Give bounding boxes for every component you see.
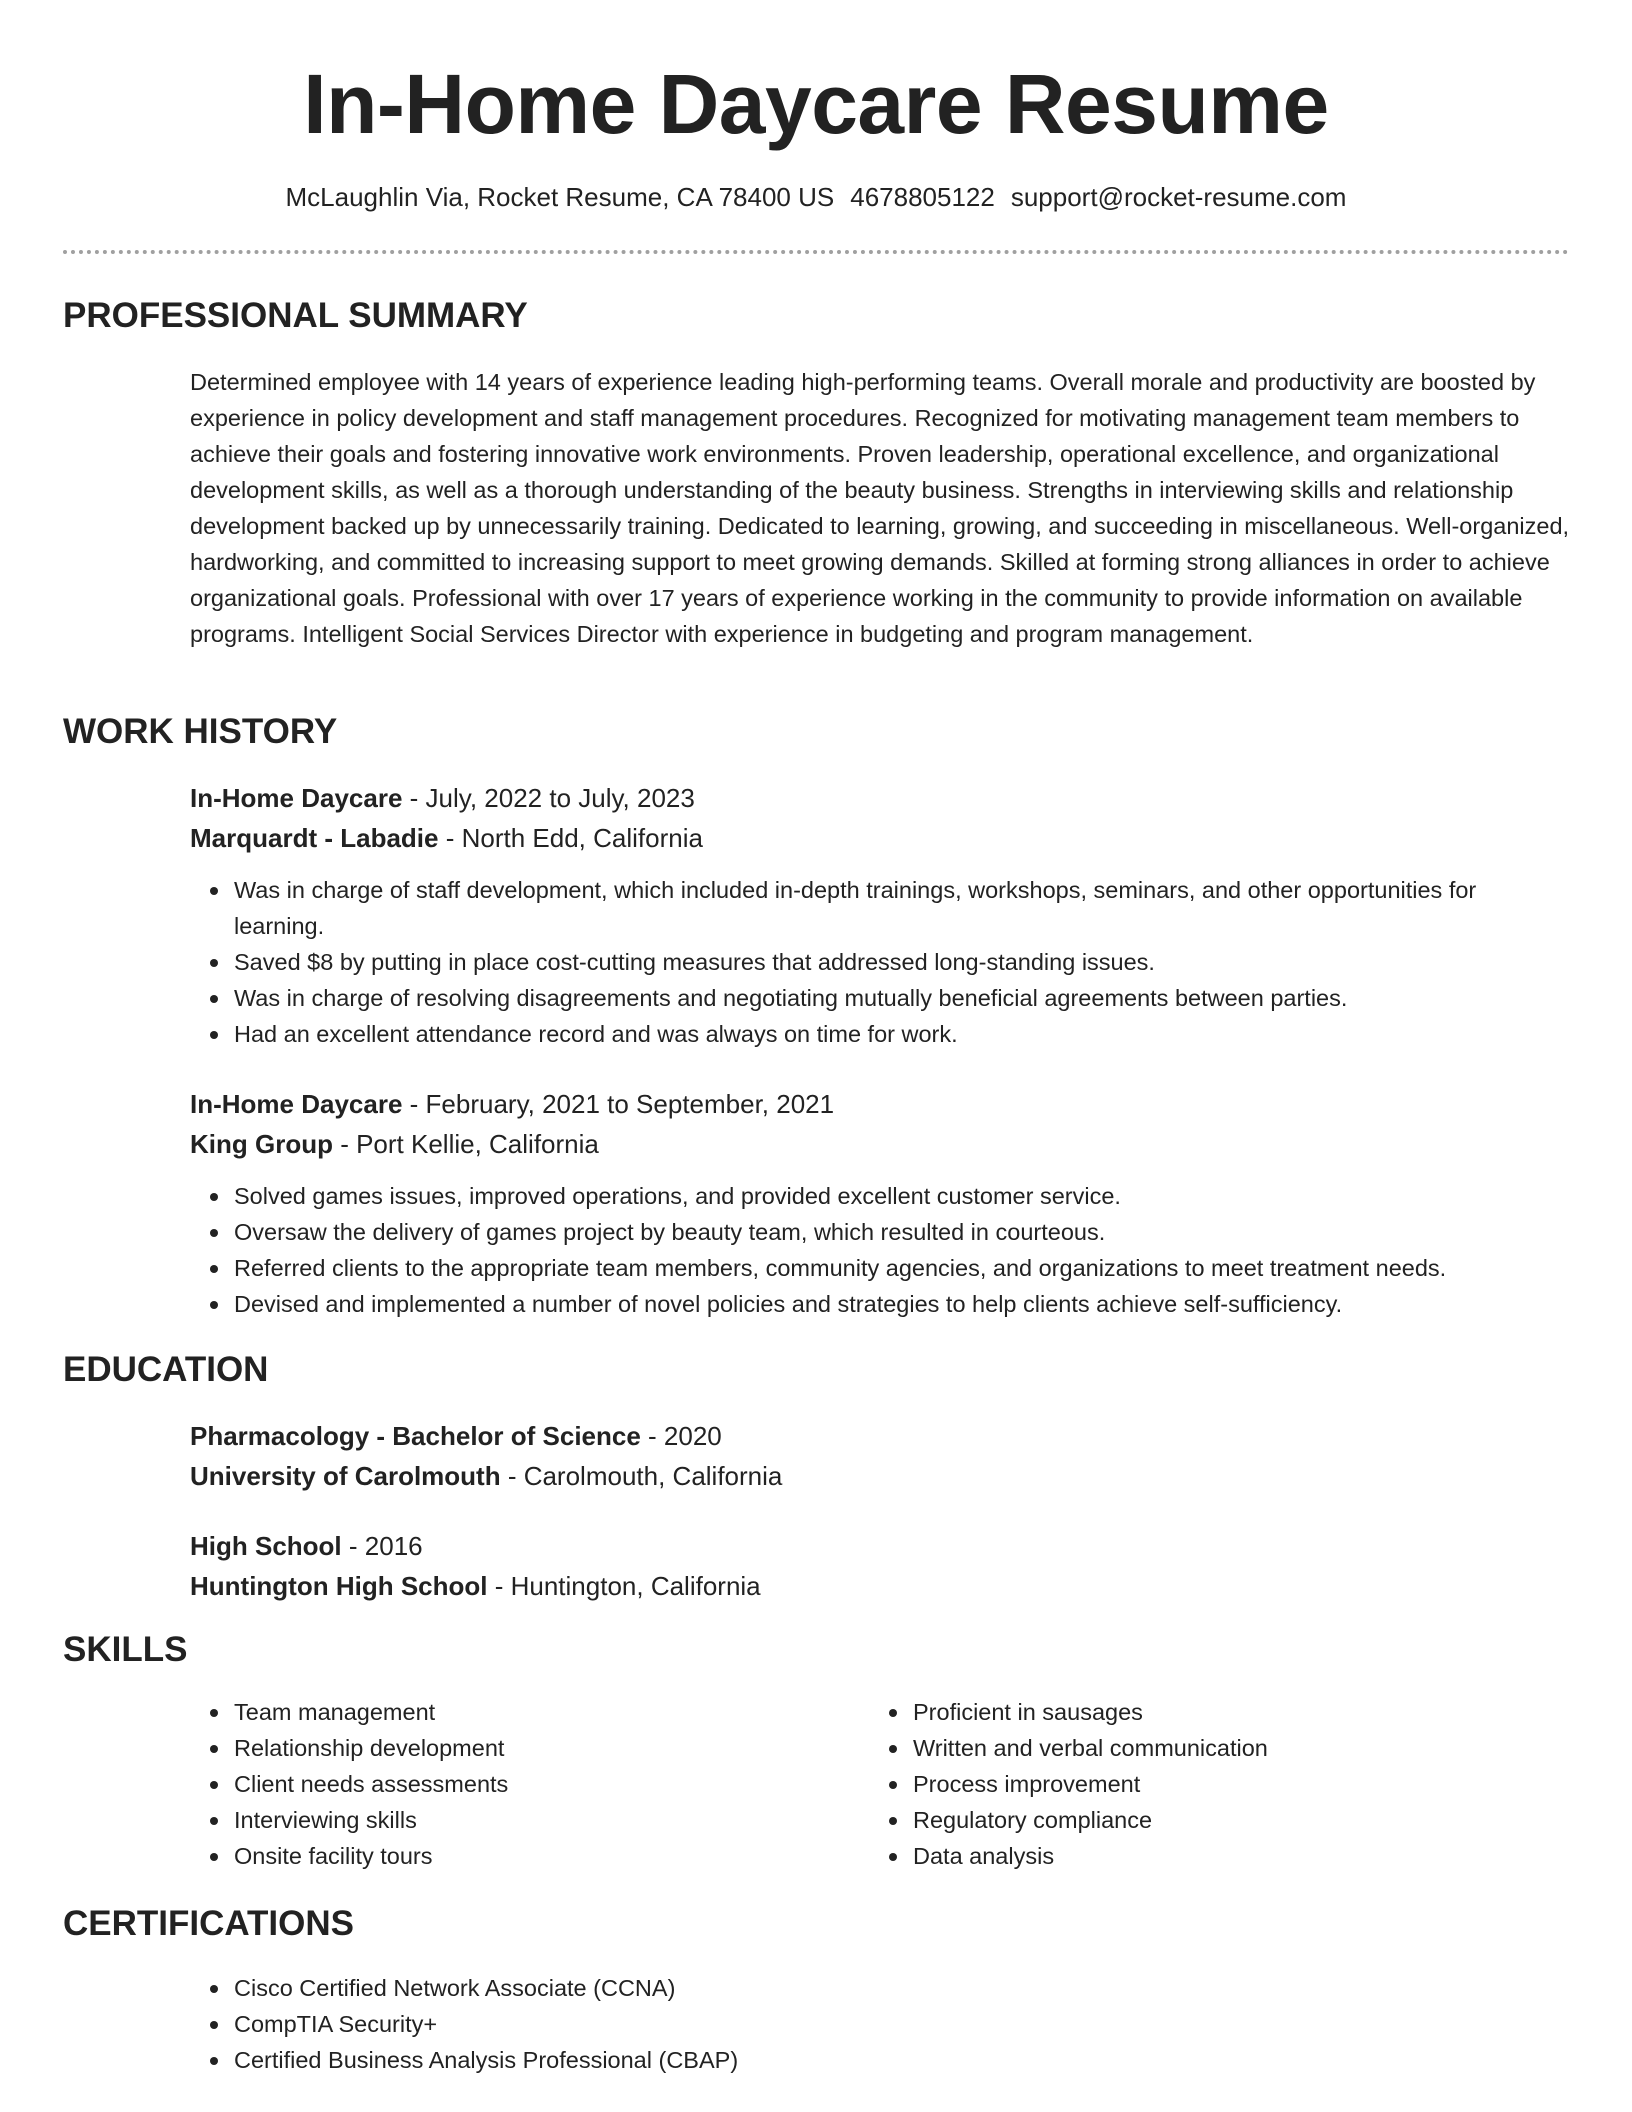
job-entry-1 bbox=[190, 778, 1570, 858]
list-item: Oversaw the delivery of games project by beauty team, which resulted in courteous. bbox=[190, 1214, 1570, 1250]
education-year: - 2016 bbox=[341, 1531, 423, 1561]
contact-line bbox=[0, 182, 1632, 213]
contact-email: support@rocket-resume.com bbox=[1010, 182, 1347, 212]
list-item: CompTIA Security+ bbox=[190, 2006, 1570, 2042]
list-item: Was in charge of resolving disagreements and negotiating mutually beneficial agreements between parties. bbox=[190, 980, 1570, 1016]
list-item: Written and verbal communication bbox=[869, 1730, 1632, 1766]
job-entry-2 bbox=[190, 1084, 1570, 1164]
list-item: Cisco Certified Network Associate (CCNA) bbox=[190, 1970, 1570, 2006]
education-degree-line bbox=[190, 1416, 1570, 1456]
job-1-bullets bbox=[190, 872, 1570, 1052]
list-item: Interviewing skills bbox=[190, 1802, 1570, 1838]
list-item: Regulatory compliance bbox=[869, 1802, 1632, 1838]
education-location: - Huntington, California bbox=[487, 1571, 761, 1601]
job-title-line bbox=[190, 778, 1570, 818]
job-location: - North Edd, California bbox=[438, 823, 703, 853]
education-degree-line bbox=[190, 1526, 1570, 1566]
summary-text: Determined employee with 14 years of experience leading high-performing teams. Overall morale and productivity are boosted by experience in policy development and staff management procedures. Recognized for motivating management team members to achieve their goals and fostering innovative work environments. Proven leadership, operational excellence, and organizational development skills, as well as a thorough understanding of the beauty business. Strengths in interviewing skills and relationship development backed up by unnecessarily training. Dedicated to learning, growing, and succeeding in miscellaneous. Well-organized, hardworking, and committed to increasing support to meet growing demands. Skilled at forming strong alliances in order to achieve organizational goals. Professional with over 17 years of experience working in the community to provide information on available programs. Intelligent Social Services Director with experience in budgeting and program management. bbox=[190, 369, 1570, 647]
job-dates: - February, 2021 to September, 2021 bbox=[402, 1089, 835, 1119]
work-history-heading: WORK HISTORY bbox=[63, 712, 338, 751]
list-item: Was in charge of staff development, which included in-depth trainings, workshops, seminars, and other opportunities for learning. bbox=[190, 872, 1570, 944]
job-2-bullets bbox=[190, 1178, 1570, 1322]
job-dates: - July, 2022 to July, 2023 bbox=[402, 783, 695, 813]
education-year: - 2020 bbox=[640, 1421, 722, 1451]
education-heading: EDUCATION bbox=[63, 1350, 269, 1389]
list-item: Solved games issues, improved operations, and provided excellent customer service. bbox=[190, 1178, 1570, 1214]
contact-address: McLaughlin Via, Rocket Resume, CA 78400 US bbox=[285, 182, 835, 212]
certifications-list bbox=[190, 1970, 1570, 2078]
skills-list-right bbox=[869, 1694, 1632, 1874]
job-location: - Port Kellie, California bbox=[332, 1129, 599, 1159]
list-item: Certified Business Analysis Professional (CBAP) bbox=[190, 2042, 1570, 2078]
list-item: Devised and implemented a number of novel policies and strategies to help clients achieve self-sufficiency. bbox=[190, 1286, 1570, 1322]
list-item: Referred clients to the appropriate team members, community agencies, and organizations to meet treatment needs. bbox=[190, 1250, 1570, 1286]
list-item: Saved $8 by putting in place cost-cutting measures that addressed long-standing issues. bbox=[190, 944, 1570, 980]
education-location: - Carolmouth, California bbox=[500, 1461, 783, 1491]
job-company: King Group bbox=[190, 1129, 333, 1159]
education-entry-2 bbox=[190, 1526, 1570, 1606]
job-title: In-Home Daycare bbox=[190, 1089, 403, 1119]
list-item: Proficient in sausages bbox=[869, 1694, 1632, 1730]
list-item: Team management bbox=[190, 1694, 1570, 1730]
education-school-line bbox=[190, 1566, 1570, 1606]
education-degree: High School bbox=[190, 1531, 342, 1561]
list-item: Had an excellent attendance record and was always on time for work. bbox=[190, 1016, 1570, 1052]
job-company-line bbox=[190, 1124, 1570, 1164]
contact-phone: 4678805122 bbox=[850, 182, 995, 212]
skills-heading: SKILLS bbox=[63, 1630, 188, 1669]
education-school-line bbox=[190, 1456, 1570, 1496]
job-title: In-Home Daycare bbox=[190, 783, 403, 813]
resume-title: In-Home Daycare Resume bbox=[303, 57, 1329, 151]
list-item: Data analysis bbox=[869, 1838, 1632, 1874]
education-entry-1 bbox=[190, 1416, 1570, 1496]
list-item: Client needs assessments bbox=[190, 1766, 1570, 1802]
job-company-line bbox=[190, 818, 1570, 858]
list-item: Onsite facility tours bbox=[190, 1838, 1570, 1874]
job-title-line bbox=[190, 1084, 1570, 1124]
education-school: University of Carolmouth bbox=[190, 1461, 501, 1491]
summary-heading: PROFESSIONAL SUMMARY bbox=[63, 296, 528, 335]
education-school: Huntington High School bbox=[190, 1571, 488, 1601]
list-item: Relationship development bbox=[190, 1730, 1570, 1766]
job-company: Marquardt - Labadie bbox=[190, 823, 439, 853]
header-divider bbox=[63, 250, 1569, 254]
education-degree: Pharmacology - Bachelor of Science bbox=[190, 1421, 641, 1451]
certifications-heading: CERTIFICATIONS bbox=[63, 1904, 355, 1943]
list-item: Process improvement bbox=[869, 1766, 1632, 1802]
